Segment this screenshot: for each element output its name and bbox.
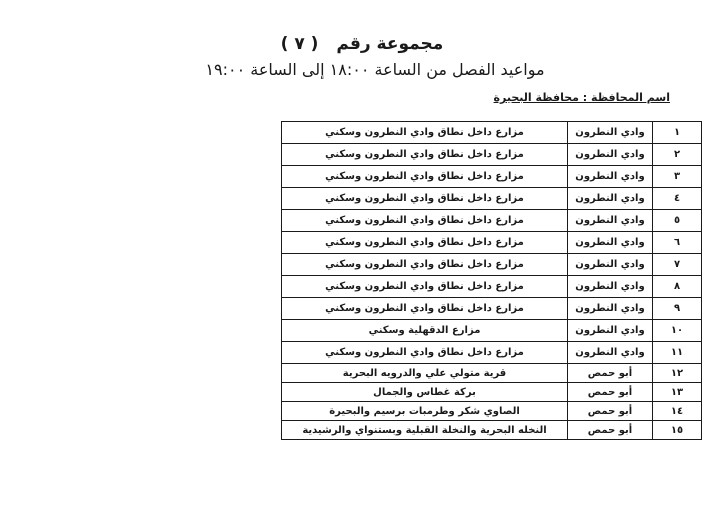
schedule-table xyxy=(281,121,702,440)
location-name: مزارع داخل نطاق وادي النطرون وسكني xyxy=(282,166,568,188)
governorate-label: اسم المحافظة : محافظة البحيرة xyxy=(493,91,670,104)
district-name: وادي النطرون xyxy=(568,254,653,276)
district-name: أبو حمص xyxy=(568,383,653,402)
table-row xyxy=(282,210,702,232)
table-row xyxy=(282,320,702,342)
location-name: مزارع داخل نطاق وادي النطرون وسكني xyxy=(282,276,568,298)
location-name: مزارع داخل نطاق وادي النطرون وسكني xyxy=(282,232,568,254)
district-name: وادي النطرون xyxy=(568,144,653,166)
row-number: ٧ xyxy=(653,254,702,276)
table-row xyxy=(282,188,702,210)
location-name: مزارع داخل نطاق وادي النطرون وسكني xyxy=(282,210,568,232)
row-number: ٦ xyxy=(653,232,702,254)
row-number: ١٢ xyxy=(653,364,702,383)
table-row xyxy=(282,122,702,144)
district-name: وادي النطرون xyxy=(568,232,653,254)
schedule-table-body xyxy=(282,122,702,440)
table-row xyxy=(282,166,702,188)
district-name: وادي النطرون xyxy=(568,122,653,144)
district-name: وادي النطرون xyxy=(568,342,653,364)
table-row xyxy=(282,276,702,298)
table-row xyxy=(282,402,702,421)
district-name: أبو حمص xyxy=(568,364,653,383)
table-row xyxy=(282,383,702,402)
table-row xyxy=(282,144,702,166)
schedule-time-subtitle: مواعيد الفصل من الساعة ١٨:٠٠ إلى الساعة ١٩:٠٠ xyxy=(205,60,545,79)
location-name: مزارع داخل نطاق وادي النطرون وسكني xyxy=(282,254,568,276)
table-row xyxy=(282,364,702,383)
location-name: قرية متولي علي والدرويه البحرية xyxy=(282,364,568,383)
location-name: مزارع داخل نطاق وادي النطرون وسكني xyxy=(282,188,568,210)
district-name: وادي النطرون xyxy=(568,188,653,210)
table-row xyxy=(282,232,702,254)
district-name: وادي النطرون xyxy=(568,276,653,298)
district-name: وادي النطرون xyxy=(568,166,653,188)
row-number: ٨ xyxy=(653,276,702,298)
location-name: النخله البحرية والنخلة القبلية وبستنواي والرشيدية xyxy=(282,421,568,440)
row-number: ١١ xyxy=(653,342,702,364)
location-name: مزارع داخل نطاق وادي النطرون وسكني xyxy=(282,144,568,166)
row-number: ٥ xyxy=(653,210,702,232)
table-row xyxy=(282,342,702,364)
district-name: أبو حمص xyxy=(568,421,653,440)
district-name: وادي النطرون xyxy=(568,320,653,342)
row-number: ٣ xyxy=(653,166,702,188)
group-number: ( ٧ ) xyxy=(280,34,319,54)
table-row xyxy=(282,298,702,320)
row-number: ١٤ xyxy=(653,402,702,421)
location-name: مزارع داخل نطاق وادي النطرون وسكني xyxy=(282,298,568,320)
location-name: مزارع داخل نطاق وادي النطرون وسكني xyxy=(282,342,568,364)
row-number: ١ xyxy=(653,122,702,144)
location-name: الصاوي شكر وطرمبات برسيم والبحيرة xyxy=(282,402,568,421)
district-name: وادي النطرون xyxy=(568,298,653,320)
district-name: أبو حمص xyxy=(568,402,653,421)
row-number: ٩ xyxy=(653,298,702,320)
table-row xyxy=(282,254,702,276)
district-name: وادي النطرون xyxy=(568,210,653,232)
row-number: ١٣ xyxy=(653,383,702,402)
location-name: مزارع داخل نطاق وادي النطرون وسكني xyxy=(282,122,568,144)
table-row xyxy=(282,421,702,440)
row-number: ٢ xyxy=(653,144,702,166)
location-name: بركة غطاس والجمال xyxy=(282,383,568,402)
location-name: مزارع الدقهلية وسكني xyxy=(282,320,568,342)
document-title xyxy=(0,34,720,54)
row-number: ٤ xyxy=(653,188,702,210)
title-label: مجموعة رقم xyxy=(336,34,444,54)
row-number: ١٠ xyxy=(653,320,702,342)
row-number: ١٥ xyxy=(653,421,702,440)
